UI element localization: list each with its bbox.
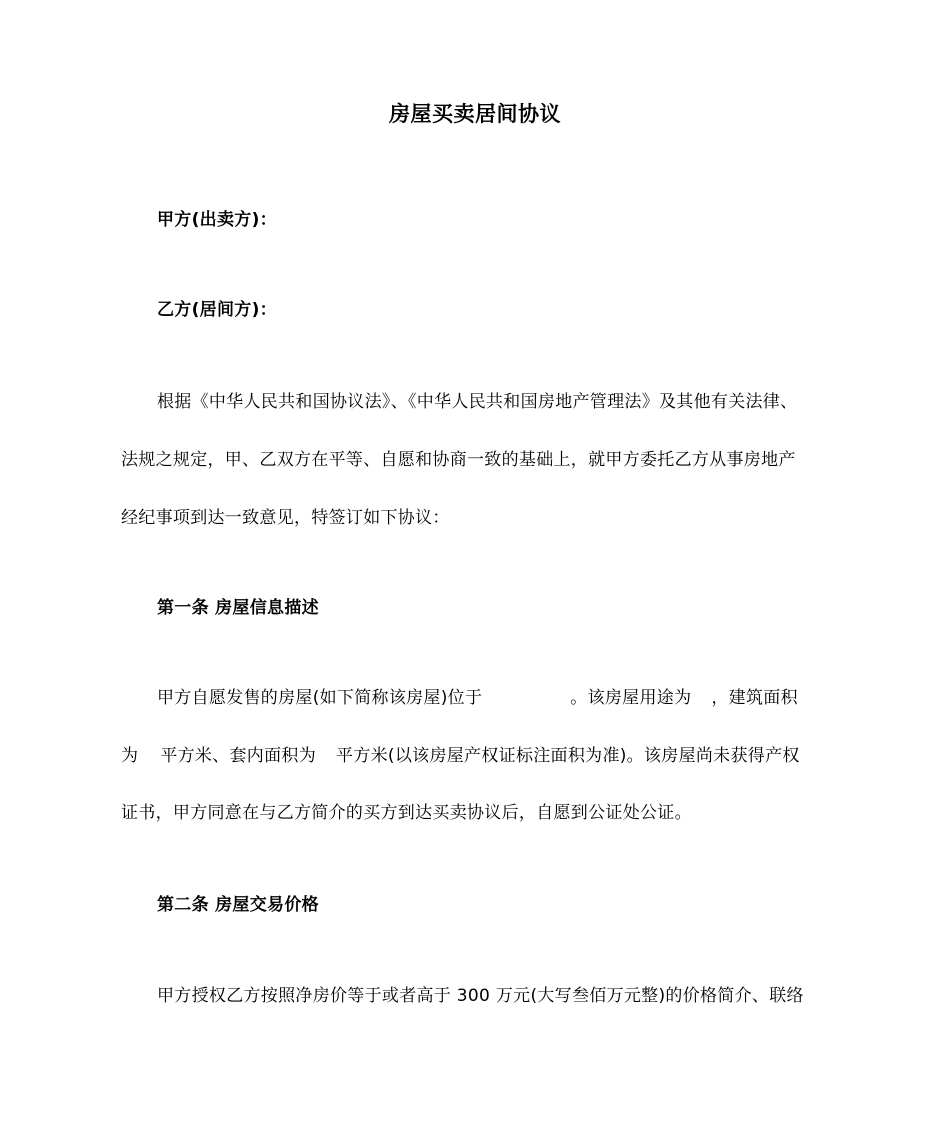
party-a-label: 甲方(出卖方)： <box>157 210 277 230</box>
preamble-line-3: 经纪事项到达一致意见，特签订如下协议： <box>121 508 450 528</box>
article-1-line-1-part-c: ，建筑面积 <box>711 688 798 708</box>
article-1-line-1-part-a: 甲方自愿发售的房屋(如下简称该房屋)位于 <box>157 688 483 708</box>
article-1-line-1 <box>157 686 798 710</box>
preamble-line-1: 根据《中华人民共和国协议法》、《中华人民共和国房地产管理法》及其他有关法律、 <box>157 392 798 412</box>
article-1-line-2 <box>121 744 800 768</box>
article-2-line-1: 甲方授权乙方按照净房价等于或者高于 300 万元(大写叁佰万元整)的价格简介、联络 <box>157 986 804 1006</box>
document-title: 房屋买卖居间协议 <box>389 102 561 126</box>
article-1-line-2-part-b: 平方米、套内面积为 <box>160 746 317 766</box>
article-1-line-2-part-a: 为 <box>121 746 139 766</box>
article-1-line-3: 证书，甲方同意在与乙方简介的买方到达买卖协议后，自愿到公证处公证。 <box>121 803 692 823</box>
preamble-line-2: 法规之规定，甲、乙双方在平等、自愿和协商一致的基础上，就甲方委托乙方从事房地产 <box>121 450 796 470</box>
article-2-heading: 第二条 房屋交易价格 <box>157 895 319 915</box>
article-1-line-1-part-b: 。该房屋用途为 <box>570 688 692 708</box>
article-1-line-2-part-c: 平方米(以该房屋产权证标注面积为准)。该房屋尚未获得产权 <box>336 746 800 766</box>
party-b-label: 乙方(居间方)： <box>157 300 277 320</box>
article-1-heading: 第一条 房屋信息描述 <box>157 598 319 618</box>
